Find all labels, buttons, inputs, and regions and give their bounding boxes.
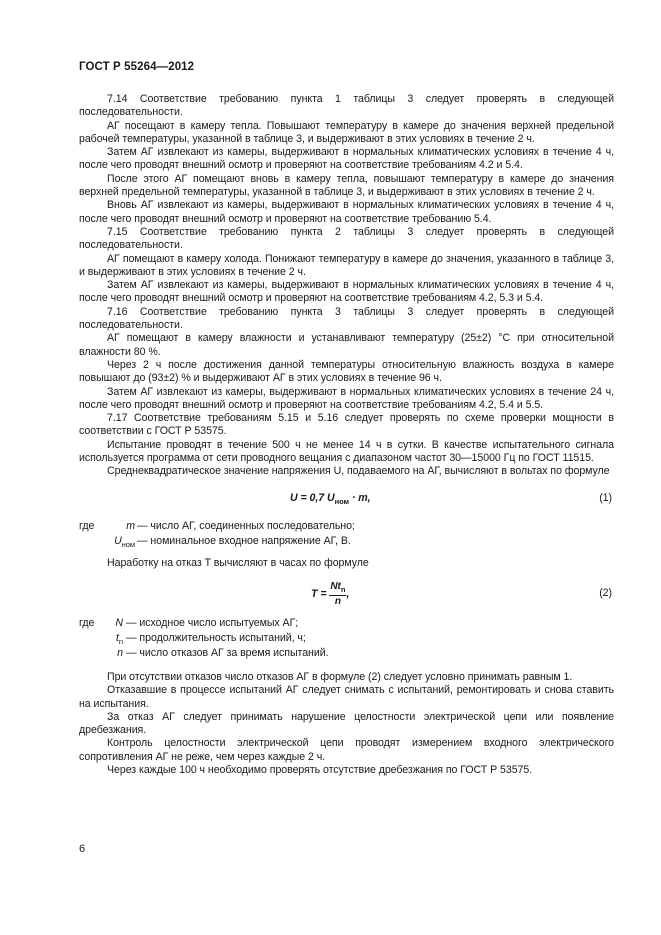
legend-row bbox=[79, 616, 614, 631]
paragraph: Контроль целостности электрической цепи проводят измерением входного электрического сопротивления АГ не реже, чем через каждые 2 ч. bbox=[79, 737, 614, 763]
legend-row bbox=[79, 519, 614, 534]
paragraph: За отказ АГ следует принимать нарушение целостности электрической цепи или появление дребезжания. bbox=[79, 710, 614, 737]
legend-symbol: $t_n$ bbox=[115, 631, 123, 647]
legend-symbol: m bbox=[126, 519, 135, 532]
mtbf-paragraph: Наработку на отказ T вычисляют в часах по формуле bbox=[107, 556, 369, 569]
legend-lead: где bbox=[79, 616, 95, 629]
legend-symbol: n bbox=[117, 646, 123, 659]
legend-description: — число АГ, соединенных последовательно; bbox=[137, 519, 355, 532]
paragraph: Затем АГ извлекают из камеры, выдерживают в нормальных климатических условиях в течение 4 ч, после чего проводят внешний осмотр и проверяют на соответствие требованиям 4.2 и 5.4. bbox=[79, 146, 614, 172]
paragraph: 7.16 Соответствие требованию пункта 3 таблицы 3 следует проверять в следующей последовательности. bbox=[79, 305, 614, 332]
legend-row bbox=[79, 646, 614, 661]
paragraph: Затем АГ извлекают из камеры, выдерживают в нормальных климатических условиях в течение 24 ч, после чего проводят внешний осмотр и проверяют на соответствие требованиям 4.2, 5.4 и 5.5. bbox=[79, 385, 614, 411]
failure-rules bbox=[79, 671, 614, 777]
paragraph: Отказавшие в процессе испытаний АГ следует снимать с испытаний, ремонтировать и снова ставить на испытания. bbox=[79, 684, 614, 710]
paragraph: Вновь АГ извлекают из камеры, выдерживают в нормальных климатических условиях в течение 4 ч, после чего проводят внешний осмотр и проверяют на соответствие требованию 5.4. bbox=[79, 199, 614, 225]
equation-number-1: (1) bbox=[599, 491, 612, 504]
legend-description: — продолжительность испытаний, ч; bbox=[126, 631, 306, 644]
legend-row bbox=[79, 631, 614, 646]
equation-number-2: (2) bbox=[599, 586, 612, 599]
legend-symbol: $U_{ном}$ bbox=[114, 534, 135, 549]
paragraph: Через 2 ч после достижения данной температуры относительную влажность воздуха в камере повышают до (93±2) % и выдерживают АГ в этих условиях в течение 96 ч. bbox=[79, 358, 614, 385]
document-header: ГОСТ Р 55264—2012 bbox=[79, 61, 195, 73]
paragraph: АГ помещают в камеру холода. Понижают температуру в камере до значения, указанного в таблице 3, и выдерживают в этих условиях в течение 2 ч. bbox=[79, 252, 614, 278]
legend-lead: где bbox=[79, 519, 95, 532]
paragraph: Через каждые 100 ч необходимо проверять отсутствие дребезжания по ГОСТ Р 53575. bbox=[107, 763, 533, 776]
formula-1: U = 0,7 $U_{ном} \cdot m$, (1) bbox=[290, 491, 612, 506]
legend-description: — номинальное входное напряжение АГ, В. bbox=[137, 534, 351, 547]
paragraph: Испытание проводят в течение 500 ч не менее 14 ч в сутки. В качестве испытательного сигнала используется программа от сети проводного вещания с диапазоном частот 30—15000 Гц по ГОСТ 11515. bbox=[79, 438, 614, 465]
formula-1-legend bbox=[79, 519, 614, 549]
legend-row bbox=[79, 534, 614, 549]
page-number: 6 bbox=[79, 843, 86, 855]
paragraph: АГ посещают в камеру тепла. Повышают температуру в камере до значения верхней предельной рабочей температуры, указанной в таблице 3, и выдерживают в этих условиях в течение 2 ч. bbox=[79, 119, 614, 145]
paragraph: Затем АГ извлекают из камеры, выдерживают в нормальных климатических условиях в течение 4 ч, после чего проводят внешний осмотр и проверяют на соответствие требованиям 4.2, 5.3 и 5.4. bbox=[79, 279, 614, 305]
legend-description: — исходное число испытуемых АГ; bbox=[126, 616, 299, 629]
legend-symbol: N bbox=[115, 616, 123, 629]
paragraph: После этого АГ помещают вновь в камеру тепла, повышают температуру в камере до значения верхней предельной температуры, указанной в таблице 3, и выдерживают в этих условиях в течение 2 ч. bbox=[79, 172, 614, 199]
legend-description: — число отказов АГ за время испытаний. bbox=[126, 646, 329, 659]
paragraph: 7.14 Соответствие требованию пункта 1 таблицы 3 следует проверять в следующей последовательности. bbox=[79, 93, 614, 119]
paragraph: 7.15 Соответствие требованию пункта 2 таблицы 3 следует проверять в следующей последовательности. bbox=[79, 225, 614, 252]
formula-2-legend bbox=[79, 616, 614, 661]
paragraph: При отсутствии отказов число отказов АГ в формуле (2) следует условно принимать равным 1. bbox=[107, 670, 573, 683]
paragraph: 7.17 Соответствие требованиям 5.15 и 5.16 следует проверять по схеме проверки мощности в соответствии с ГОСТ Р 53575. bbox=[79, 412, 614, 438]
document-body bbox=[79, 93, 614, 777]
paragraph: АГ помещают в камеру влажности и устанавливают температуру (25±2) °С при относительной влажности 80 %. bbox=[79, 332, 614, 358]
paragraph: Среднеквадратическое значение напряжения U, подаваемого на АГ, вычисляют в вольтах по формуле bbox=[107, 465, 610, 478]
section-7-14-to-7-17 bbox=[79, 93, 614, 479]
formula-2: T = $\frac{Nt_n}{n}$ , (2) bbox=[311, 580, 612, 607]
